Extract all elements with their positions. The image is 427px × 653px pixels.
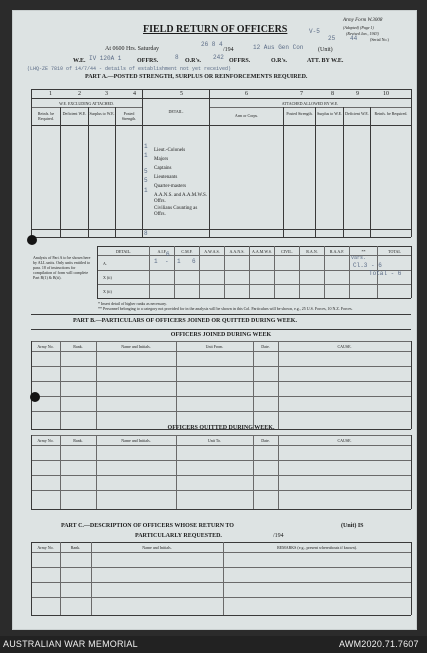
- rank-list: [154, 148, 209, 219]
- attached-allowed-header: ATTACHED ALLOWED BY W.E.: [281, 101, 339, 106]
- ors-label: O.R's.: [185, 58, 202, 64]
- offrs-typed: 8: [175, 54, 179, 61]
- row-a-cmf: 1: [177, 258, 181, 265]
- analysis-h-total: TOTAL: [388, 249, 401, 254]
- part-b-title: PART B.—PARTICULARS OF OFFICERS JOINED OR QUITTED DURING WEEK.: [73, 318, 297, 324]
- joined-h-rank: Rank.: [73, 344, 83, 349]
- col-r-posted: Posted Strength.: [286, 111, 313, 116]
- part-c-year: /194: [273, 533, 284, 539]
- serial-label: (Serial No.): [370, 37, 389, 42]
- annot-var: Vars.: [351, 255, 367, 261]
- we-label: W.E.: [73, 58, 86, 64]
- form-revised: (Revised Jan., 1943): [346, 31, 379, 36]
- rank-lieut-colonels: Lieut.-Colonels: [154, 148, 186, 153]
- col-posted: Posted Strength.: [121, 111, 137, 121]
- quitted-h-cause: CAUSE.: [337, 438, 352, 443]
- partc-h-rank: Rank.: [70, 545, 81, 550]
- punch-hole-top: [27, 235, 37, 245]
- date-typed: 26 8 4: [201, 41, 223, 48]
- annot-cl: Cl.3 - 6: [353, 262, 382, 269]
- ors2-label: O.R's.: [271, 58, 288, 64]
- analysis-row-a: A.: [103, 261, 107, 266]
- ors-typed: 242: [213, 54, 224, 61]
- part-c-unit: (Unit) IS: [341, 523, 364, 529]
- quitted-title: OFFICERS QUITTED DURING WEEK.: [167, 425, 275, 431]
- joined-h-armyno: Army No.: [37, 344, 54, 349]
- rank-aans: A.A.N.S. and A.A.M.W.S. Offrs.: [154, 193, 208, 204]
- analysis-h-raaf: R.A.A.F.: [329, 249, 345, 254]
- joined-title: OFFICERS JOINED DURING WEEK: [170, 332, 272, 338]
- col-num-3: 3: [105, 91, 108, 97]
- annot-total: Total - 6: [369, 270, 402, 277]
- establishment-note: (LHQ-ZE 7810 of 14/7/44 - details of establishment not yet received): [27, 66, 232, 72]
- hand-num-2: 1: [144, 152, 148, 159]
- joined-h-date: Date.: [261, 344, 270, 349]
- partc-h-remarks: REMARKS (e.g., present whereabouts if known).: [277, 545, 357, 550]
- serial-year: 44: [350, 35, 358, 42]
- rank-civilians: Civilians Counting as Offrs.: [154, 206, 198, 217]
- total-typed: 8: [144, 230, 148, 237]
- analysis-h-cmf: C.M.F.: [181, 249, 193, 254]
- form-title: FIELD RETURN OF OFFICERS: [143, 24, 288, 35]
- att-label: ATT. BY W.E.: [307, 58, 344, 64]
- col-num-6: 6: [245, 91, 248, 97]
- quitted-h-armyno: Army No.: [37, 438, 54, 443]
- analysis-row-x1: X (ii): [103, 275, 112, 280]
- form-adapted: (Adapted) (Page 1): [343, 25, 374, 30]
- footnote-1: * Insert detail of higher ranks as necessary.: [98, 301, 167, 306]
- col-num-1: 1: [49, 91, 52, 97]
- col-detail: DETAIL.: [168, 109, 184, 114]
- rank-quarter-masters: Quarter-masters: [154, 184, 187, 189]
- analysis-h-detail: DETAIL.: [115, 249, 132, 254]
- footer-left: AUSTRALIAN WAR MEMORIAL: [3, 639, 138, 649]
- quitted-h-name: Name and Initials.: [121, 438, 151, 443]
- partc-h-armyno: Army No.: [37, 545, 54, 550]
- col-arm-corps: Arm or Corps.: [234, 113, 259, 118]
- col-num-9: 9: [356, 91, 359, 97]
- col-r-surplus: Surplus to W.E.: [316, 111, 343, 116]
- row-a-dash: -: [165, 258, 169, 265]
- col-r-deficient: Deficient W.E.: [345, 111, 369, 116]
- unit-typed: 12 Aus Gen Con: [253, 44, 304, 51]
- row2-aif: 6: [166, 251, 170, 258]
- col-num-10: 10: [383, 91, 389, 97]
- part-c-line1: PART C.—DESCRIPTION OF OFFICERS WHOSE RETURN TO: [61, 523, 234, 529]
- analysis-h-other: **: [361, 249, 366, 254]
- offrs2-label: OFFRS.: [229, 58, 251, 64]
- rank-majors: Majors: [154, 157, 169, 162]
- footer-right: AWM2020.71.7607: [339, 639, 419, 649]
- analysis-h-awas: A.W.A.S.: [204, 249, 220, 254]
- punch-hole-bottom: [30, 392, 40, 402]
- analysis-note: Analysis of Part A to be shown here by ALL units. Only units entitled to para. 18 of instructions for compilation of form will complete Part B(1) & B(ii).: [33, 255, 91, 280]
- row-a-total: 6: [192, 258, 196, 265]
- form-number: Army Form W.3008: [343, 18, 383, 23]
- quitted-h-date: Date.: [261, 438, 270, 443]
- unit-label: (Unit): [318, 47, 333, 53]
- col-num-2: 2: [78, 91, 81, 97]
- footnote-2: ** Personnel belonging to a category not provided for in the analysis will be shown in this Col. Particulars will be shown, e.g., 25 U.S. Forces, 10 N.Z. Forces.: [98, 306, 353, 311]
- year-prefix: /194: [223, 47, 234, 53]
- quitted-h-unitto: Unit To.: [207, 438, 222, 443]
- analysis-row-x2: X (ii): [103, 289, 112, 294]
- form-sheet: [12, 10, 417, 630]
- col-num-4: 4: [133, 91, 136, 97]
- col-surplus: Surplus to W.E.: [89, 111, 115, 116]
- rank-captains: Captains: [154, 166, 172, 171]
- col-deficient: Deficient W.E.: [62, 111, 87, 116]
- time-label: At 0600 Hrs. Saturday: [105, 46, 159, 52]
- serial-stamp: V-5: [309, 28, 320, 35]
- offrs-label: OFFRS.: [137, 58, 159, 64]
- joined-h-unitfrom: Unit From.: [205, 344, 224, 349]
- analysis-h-ran: R.A.N.: [306, 249, 318, 254]
- row-a-aif: 1: [154, 258, 158, 265]
- we-typed: IV 120A 1: [89, 55, 122, 62]
- hand-num-5: 1: [144, 187, 148, 194]
- we-excluding-header: W.E. EXCLUDING ATTACHED.: [59, 101, 114, 106]
- col-reinfs: Reinfs. be Required.: [37, 111, 55, 121]
- col-r-reinfs: Reinfs. be Required.: [374, 111, 408, 116]
- part-c-line2: PARTICULARLY REQUESTED.: [135, 533, 222, 539]
- analysis-h-civil: CIVIL.: [281, 249, 293, 254]
- joined-h-name: Name and Initials.: [121, 344, 151, 349]
- serial-number: 25: [328, 35, 336, 42]
- col-num-5: 5: [180, 91, 183, 97]
- col-num-7: 7: [300, 91, 303, 97]
- hand-num-3: 5: [144, 168, 148, 175]
- part-a-title: PART A.—POSTED STRENGTH, SURPLUS OR REINFORCEMENTS REQUIRED.: [85, 74, 308, 80]
- partc-h-name: Name and Initials.: [142, 545, 172, 550]
- rank-lieutenants: Lieutenants: [154, 175, 178, 180]
- analysis-h-aamws: A.A.M.W.S.: [252, 249, 272, 254]
- archive-footer: [0, 636, 427, 653]
- analysis-h-aans: A.A.N.S.: [229, 249, 245, 254]
- joined-h-cause: CAUSE.: [337, 344, 352, 349]
- hand-num-1: 1: [144, 143, 148, 150]
- quitted-h-rank: Rank.: [73, 438, 83, 443]
- analysis-h-aif: A.I.F.: [157, 249, 167, 254]
- col-num-8: 8: [331, 91, 334, 97]
- hand-num-4: 5: [144, 177, 148, 184]
